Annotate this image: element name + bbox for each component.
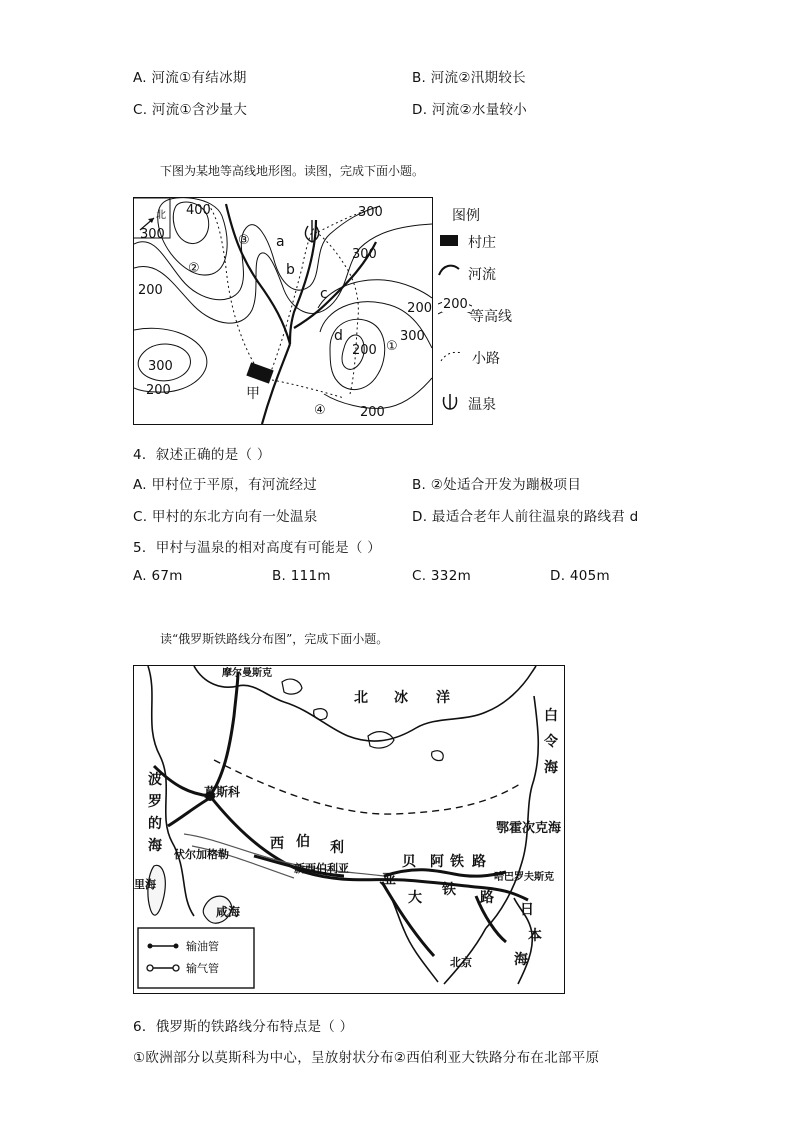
label-baltic: 波 [148,772,162,788]
label-grand: 亚 [382,872,396,888]
option-c[interactable] [133,98,247,118]
legend-village-label: 村庄 [468,235,496,251]
label-japan-sea: 日 [520,902,534,918]
contour-label: 200 [352,343,377,358]
contour-label: 200 [360,405,385,420]
label-grand: 路 [480,890,494,906]
label-moscow: 莫斯科 [204,785,241,799]
legend-oil: 输油管 [186,940,219,953]
question-5-stem: 5．甲村与温泉的相对高度有可能是（ ） [133,540,382,556]
option-text: ②处适合开发为蹦极项目 [430,477,582,493]
marker-1: ① [386,339,398,354]
label-bering: 白 [544,708,558,724]
option-label: D. [412,102,428,118]
contour-label: 200 [407,301,432,316]
option-label: A. [133,568,147,584]
label-caspian: 里海 [134,878,156,891]
contour-labels [138,203,432,420]
village-label: 甲 [246,386,260,402]
option-text: 67m [151,568,183,584]
question-6-stem: 6．俄罗斯的铁路线分布特点是（ ） [133,1019,354,1035]
option-label: D. [550,568,566,584]
label-bering: 令 [544,734,558,750]
option-text: 甲村位于平原，有河流经过 [151,477,318,493]
russia-railway-map [133,665,565,994]
contour-lines [134,198,432,408]
label-arctic: 北 [354,690,368,706]
option-label: A. [133,70,147,86]
marker-3: ③ [238,233,250,248]
option-text: 甲村的东北方向有一处温泉 [151,509,318,525]
option-text: 332m [430,568,472,584]
contour-map-svg [134,198,432,424]
contour-label: 200 [138,283,163,298]
option-label: B. [412,70,427,86]
arctic-sea-route [214,760,520,814]
label-baltic: 的 [148,816,162,832]
option-label: C. [133,509,148,525]
oil-pipe-icon [148,944,153,949]
option-text: 405m [569,568,611,584]
label-grand: 大 [408,890,422,906]
russia-map-svg [134,666,564,993]
question-6-statements: ①欧洲部分以莫斯科为中心，呈放射状分布②西伯利亚大铁路分布在北部平原 [133,1050,600,1066]
legend-contour-label: 等高线 [470,309,512,325]
label-okhotsk: 鄂霍次克海 [496,821,562,836]
label-transsib: 阿 [430,854,444,870]
q4-option-c[interactable] [133,505,318,525]
route-a: a [276,234,285,250]
label-siberia: 西 [270,836,284,852]
legend-contour-value: 200 [443,297,468,312]
option-d[interactable] [412,98,527,118]
route-labels [276,234,343,344]
marker-4: ④ [314,403,326,418]
russia-intro: 读“俄罗斯铁路线分布图”，完成下面小题。 [160,632,389,646]
option-text: 河流①有结冰期 [151,70,247,86]
label-arctic: 冰 [394,690,408,706]
option-a[interactable] [133,66,247,86]
label-siberia: 伯 [296,834,310,850]
option-label: B. [272,568,287,584]
legend-river-label: 河流 [468,267,496,283]
q4-option-d[interactable] [412,505,639,525]
label-arctic: 洋 [436,690,450,706]
option-text: 河流②汛期较长 [430,70,526,86]
route-d: d [334,328,343,344]
option-text: 111m [290,568,331,584]
question-4-stem: 4．叙述正确的是（ ） [133,447,271,463]
label-japan-sea: 海 [514,952,528,968]
label-japan-sea: 本 [528,928,542,944]
legend-title: 图例 [452,208,480,224]
q4-option-b[interactable] [412,473,581,493]
label-volgograd: 伏尔加格勒 [174,848,229,861]
label-novosibirsk: 新西伯利亚 [294,862,349,875]
contour-label: 300 [148,359,173,374]
option-b[interactable] [412,66,526,86]
legend-spring-icon [442,393,458,411]
option-text: 河流①含沙量大 [151,102,248,118]
contour-intro: 下图为某地等高线地形图。读图，完成下面小题。 [160,164,425,178]
legend-path-label: 小路 [472,351,500,367]
legend-spring-label: 温泉 [468,397,496,413]
option-label: C. [412,568,427,584]
north-label: 北 [156,210,166,221]
option-label: B. [412,477,427,493]
route-b: b [286,262,295,278]
contour-label: 300 [352,247,377,262]
option-label: D. [412,509,428,525]
label-aral: 咸海 [216,905,241,919]
label-siberia: 利 [330,840,344,856]
contour-label: 300 [400,329,425,344]
route-c: c [320,286,328,302]
label-grand: 铁 [442,882,456,898]
contour-label: 300 [358,205,383,220]
q5-option-d[interactable] [550,568,610,584]
option-text: 河流②水量较小 [431,102,528,118]
option-label: A. [133,477,147,493]
gas-pipe-icon [147,965,153,971]
label-beijing: 北京 [450,956,472,969]
label-transsib: 铁 [450,854,464,870]
q5-option-b[interactable] [272,568,331,584]
contour-label: 400 [186,203,211,218]
label-khabarovsk: 哈巴罗夫斯克 [494,872,554,883]
option-text: 最适合老年人前往温泉的路线君 d [431,509,639,525]
legend-gas: 输气管 [186,962,219,975]
contour-label: 300 [140,227,165,242]
label-baltic: 海 [148,838,162,854]
q4-option-a[interactable] [133,473,317,493]
russia-legend [138,928,254,988]
path-lines [208,204,362,398]
contour-map [133,197,433,425]
village-box [246,362,273,383]
contour-label: 200 [146,383,171,398]
legend-river-icon [438,263,460,277]
label-transsib: 贝 [402,854,416,870]
label-murmansk: 摩尔曼斯克 [222,668,272,679]
label-baltic: 罗 [148,794,162,810]
legend-village-icon [440,235,458,246]
marker-2: ② [188,261,200,276]
legend [438,205,548,420]
label-bering: 海 [544,760,558,776]
label-transsib: 路 [472,854,486,870]
map-labels [134,666,562,969]
option-label: C. [133,102,148,118]
q5-option-a[interactable] [133,568,183,584]
legend-path-icon [440,349,464,363]
q5-option-c[interactable] [412,568,471,584]
